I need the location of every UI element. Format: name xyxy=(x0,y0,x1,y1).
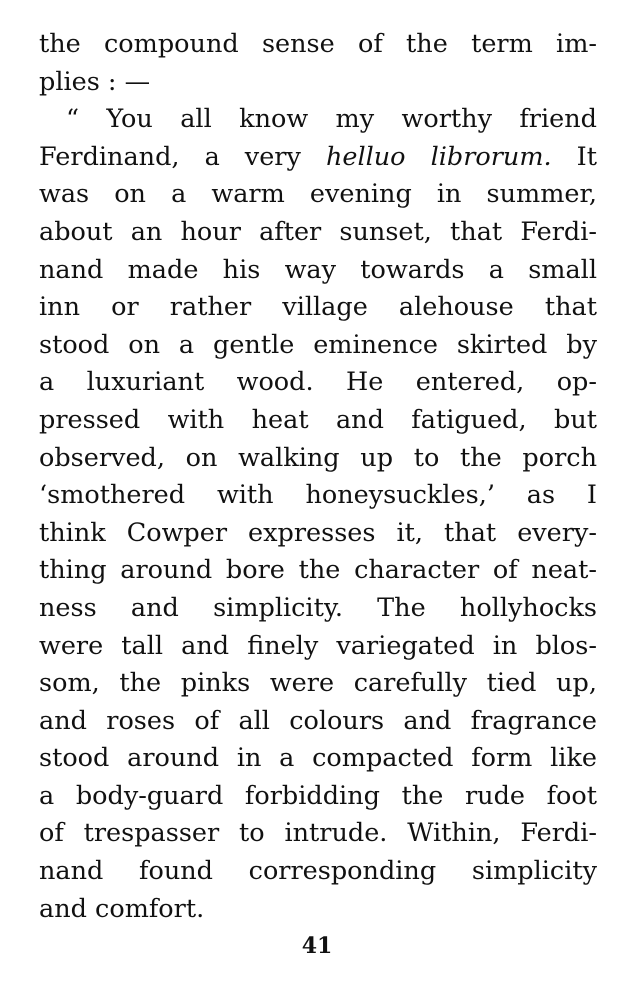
text-line: ness and simplicity. The hollyhocks xyxy=(39,592,597,623)
text-line: nand found corresponding simplicity xyxy=(39,856,597,887)
text-line: of trespasser to intrude. Within, Ferdi- xyxy=(39,818,597,849)
text-line: thing around bore the character of neat- xyxy=(39,555,597,586)
page-number: 41 xyxy=(301,933,333,959)
text-line: plies : — xyxy=(39,66,151,97)
text-line: observed, on walking up to the porch xyxy=(39,442,597,473)
text-line: stood on a gentle eminence skirted by xyxy=(39,329,597,360)
latin-phrase: helluo librorum. xyxy=(325,141,552,172)
text-line xyxy=(39,139,597,177)
text-line: were tall and finely variegated in blos- xyxy=(39,630,597,661)
text-line: the compound sense of the term im- xyxy=(39,29,597,59)
text-segment: It xyxy=(551,141,598,172)
text-line: about an hour after sunset, that Ferdi- xyxy=(39,216,597,247)
text-line: stood around in a compacted form like xyxy=(39,743,597,774)
text-line: a luxuriant wood. He entered, op- xyxy=(39,367,597,398)
text-line: was on a warm evening in summer, xyxy=(39,179,597,210)
text-line: som, the pinks were carefully tied up, xyxy=(39,668,597,699)
text-line: pressed with heat and fatigued, but xyxy=(39,404,597,435)
text-line: ‘smothered with honeysuckles,’ as I xyxy=(39,480,597,511)
text-line: and comfort. xyxy=(39,893,205,924)
text-segment: Ferdinand, a very xyxy=(39,141,326,172)
text-line: think Cowper expresses it, that every- xyxy=(39,517,597,548)
text-line: nand made his way towards a small xyxy=(39,254,597,285)
text-line: “ You all know my worthy friend xyxy=(66,104,597,135)
text-line: and roses of all colours and fragrance xyxy=(39,705,597,736)
body-text xyxy=(39,26,597,928)
text-line: a body-guard forbidding the rude foot xyxy=(39,780,597,811)
text-line: inn or rather village alehouse that xyxy=(39,292,597,323)
